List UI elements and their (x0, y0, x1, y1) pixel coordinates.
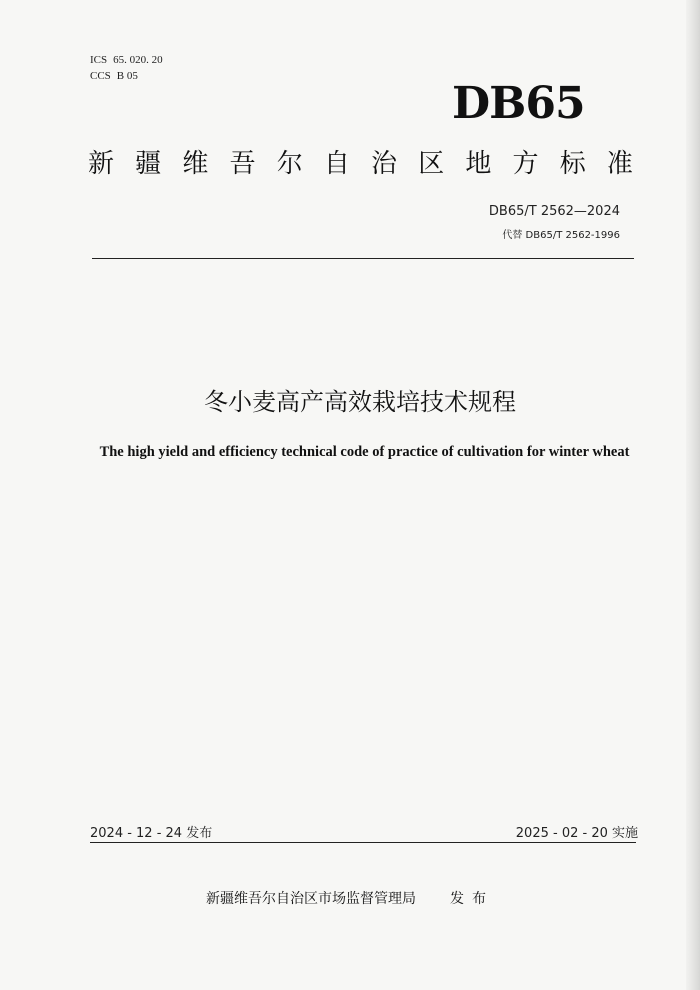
standard-type-char: 区 (418, 149, 445, 179)
ccs-label: CCS (90, 70, 111, 82)
standard-type-char: 疆 (135, 149, 162, 179)
title-chinese: 冬小麦高产高效栽培技术规程 (204, 388, 516, 416)
standard-number: DB65/T 2562—2024 (488, 204, 620, 219)
standard-type-char: 治 (371, 149, 398, 179)
publisher-verb: 发布 (450, 891, 494, 907)
ics-label: ICS (90, 54, 108, 66)
footer-divider (90, 842, 636, 843)
ccs-value: B 05 (116, 70, 138, 82)
publisher-name: 新疆维吾尔自治区市场监督管理局 (206, 891, 416, 907)
db65-logo: DB65 (452, 78, 585, 129)
standard-type-char: 维 (182, 149, 209, 179)
issue-date: 2024 - 12 - 24 发布 (90, 826, 213, 841)
header-divider (92, 258, 634, 259)
standard-type-char: 标 (559, 149, 586, 179)
ics-value: 65. 020. 20 (113, 54, 163, 66)
standard-type-char: 新 (88, 149, 115, 179)
implementation-date: 2025 - 02 - 20 实施 (515, 826, 638, 841)
standard-type-char: 自 (323, 149, 350, 179)
ics-code (90, 52, 163, 68)
standard-type-char: 地 (465, 149, 492, 179)
scan-edge-shadow (686, 0, 700, 990)
ccs-code (90, 68, 163, 84)
standard-type-char: 方 (512, 149, 539, 179)
publisher-line (0, 888, 700, 908)
standard-type-char: 尔 (276, 149, 303, 179)
standard-type-char: 准 (606, 149, 633, 179)
standard-type-heading (88, 146, 633, 182)
classification-codes (90, 52, 163, 84)
standard-type-char: 吾 (229, 149, 256, 179)
title-english: The high yield and efficiency technical code of practice of cultivation for winter wheat (99, 444, 630, 460)
replaces-standard: 代替 DB65/T 2562-1996 (502, 230, 620, 241)
